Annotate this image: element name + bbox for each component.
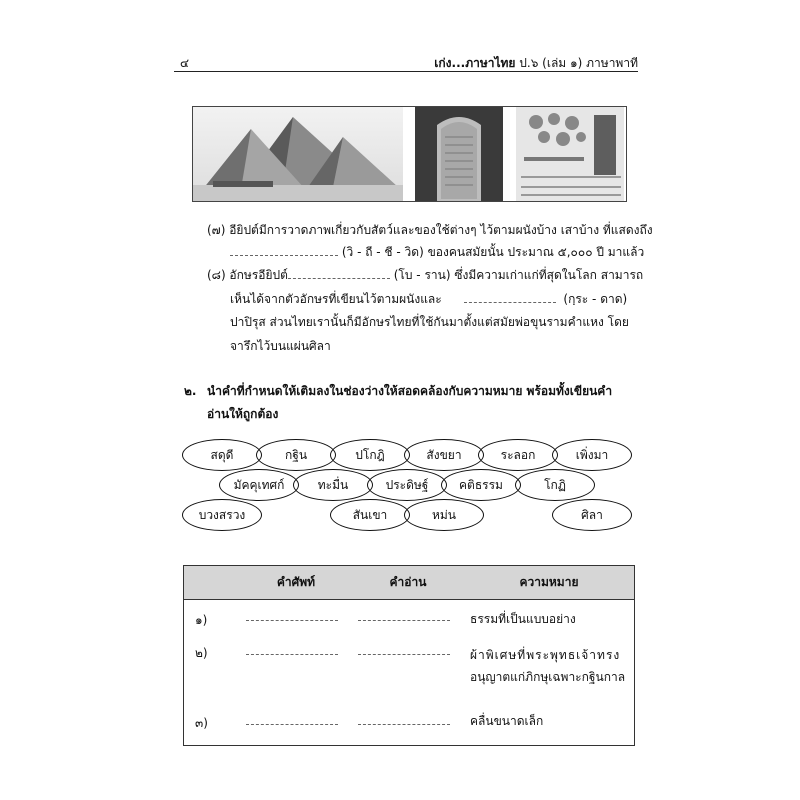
- blank-item8a[interactable]: [288, 269, 390, 279]
- word-oval: สดุดี: [182, 439, 262, 471]
- blank-item8b[interactable]: [464, 293, 556, 303]
- item8-line1: [207, 267, 643, 283]
- item8-line1-b: (โบ - ราน) ซึ่งมีความเก่าแก่ที่สุดในโลก สามารถ: [393, 268, 644, 282]
- reading-blank[interactable]: [358, 715, 450, 725]
- item8-line2-b: (กฺระ - ดาด): [563, 292, 628, 306]
- word-oval: สันเขา: [330, 499, 410, 531]
- meaning-cell: [464, 644, 634, 700]
- page-number: ๔: [180, 56, 190, 70]
- stone-inscription-image: [415, 107, 503, 201]
- item7-line2: [230, 244, 644, 260]
- word-oval: โกฏิ: [515, 469, 595, 501]
- blank-item7[interactable]: [230, 246, 338, 256]
- header-meaning: ความหมาย: [464, 565, 634, 600]
- word-blank[interactable]: [246, 611, 338, 621]
- item8-line3: ปาปิรุส ส่วนไทยเรานั้นก็มีอักษรไทยที่ใช้กันมาตั้งแต่สมัยพ่อขุนรามคำแหง โดย: [230, 315, 629, 329]
- word-oval: ประดิษฐ์: [367, 469, 447, 501]
- item8-line2-a: เห็นได้จากตัวอักษรที่เขียนไว้ตามผนังและ: [230, 292, 442, 306]
- vocab-table: [183, 565, 634, 746]
- word-oval: บวงสรวง: [182, 499, 262, 531]
- word-oval: มัคคุเทศก์: [219, 469, 299, 501]
- reading-blank[interactable]: [358, 645, 450, 655]
- row-number: ๒): [195, 645, 208, 660]
- word-oval: ปโกฎิ: [330, 439, 410, 471]
- table-row: [183, 600, 634, 644]
- meaning-text: คลื่นขนาดเล็ก: [470, 713, 544, 728]
- word-oval: หม่น: [404, 499, 484, 531]
- word-oval: ระลอก: [478, 439, 558, 471]
- word-oval: กฐิน: [256, 439, 336, 471]
- title-bold: ภาษาไทย: [465, 56, 516, 70]
- table-row: [183, 700, 634, 746]
- item8-line4: จารึกไว้บนแผ่นศิลา: [230, 339, 331, 353]
- section2-instruction-line2: อ่านให้ถูกต้อง: [207, 407, 279, 421]
- meaning-text: อนุญาตแก่ภิกษุเฉพาะกฐินกาล: [470, 669, 626, 684]
- wall-painting-image: [516, 107, 624, 201]
- word-oval: ศิลา: [552, 499, 632, 531]
- word-blank[interactable]: [246, 645, 338, 655]
- pyramids-image: [193, 107, 403, 201]
- word-oval: ทะมื่น: [293, 469, 373, 501]
- header-word: คำศัพท์: [240, 565, 352, 600]
- meaning-text: ผ้าพิเศษที่พระพุทธเจ้าทรง: [470, 647, 621, 662]
- section2-number: ๒.: [184, 384, 197, 398]
- word-oval: สังขยา: [404, 439, 484, 471]
- header-reading: คำอ่าน: [352, 565, 464, 600]
- word-oval: คติธรรม: [441, 469, 521, 501]
- reading-blank[interactable]: [358, 611, 450, 621]
- word-blank[interactable]: [246, 715, 338, 725]
- title-grade: ป.๖: [515, 56, 543, 70]
- title-prefix: เก่ง...: [434, 56, 466, 70]
- title-volume: (เล่ม ๑) ภาษาพาที: [542, 56, 638, 70]
- meaning-cell: [464, 700, 634, 746]
- item7-line2-text: (วิ - ถี - ชี - วิด) ของคนสมัยนั้น ประมาณ ๕,๐๐๐ ปี มาแล้ว: [341, 245, 645, 259]
- meaning-text: ธรรมที่เป็นแบบอย่าง: [470, 612, 576, 626]
- row-number: ๓): [195, 715, 208, 730]
- word-oval: เพิ่งมา: [552, 439, 632, 471]
- table-row: [183, 644, 634, 700]
- header-rule: [174, 71, 638, 72]
- header-empty: [183, 565, 240, 600]
- section2-instruction-line1: นำคำที่กำหนดให้เติมลงในช่องว่างให้สอดคล้องกับความหมาย พร้อมทั้งเขียนคำ: [207, 384, 613, 398]
- item8-line1-a: (๘) อักษรอียิปต์: [207, 268, 288, 282]
- row-number: ๑): [195, 613, 208, 627]
- item8-line2: [230, 291, 627, 307]
- item7-line1: (๗) อียิปต์มีการวาดภาพเกี่ยวกับสัตว์และของใช้ต่างๆ ไว้ตามผนังบ้าง เสาบ้าง ที่แสดงถึง: [207, 223, 653, 237]
- meaning-cell: [464, 600, 634, 644]
- image-strip: [192, 106, 627, 202]
